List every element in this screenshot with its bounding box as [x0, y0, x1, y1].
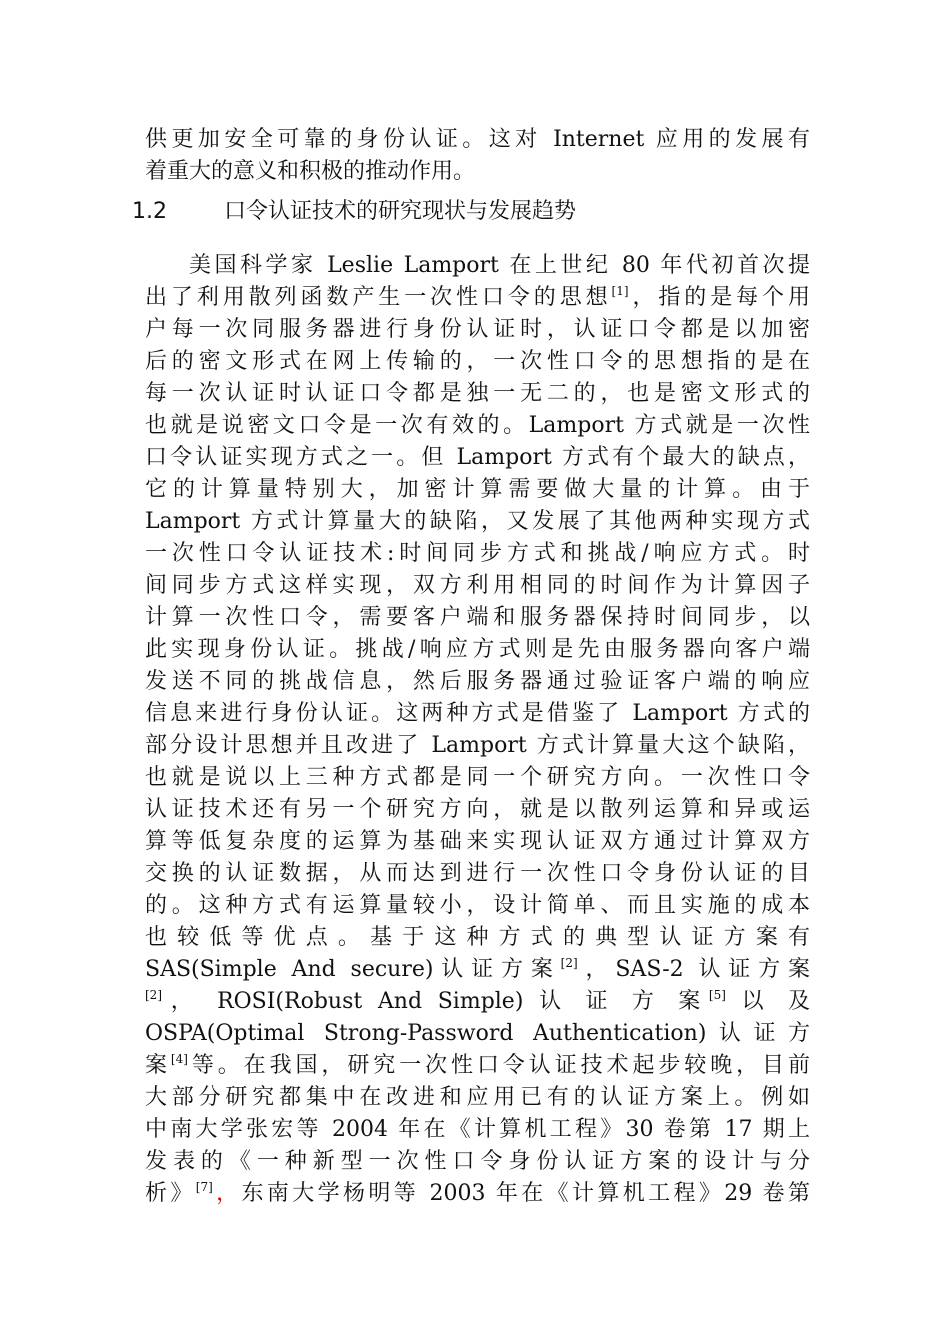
- line-text: 等。在我国，研究一次性口令认证技术起步较晚，目前: [187, 1053, 810, 1078]
- paragraph-line: 中南大学张宏等 2004 年在《计算机工程》30 卷第 17 期上: [145, 1117, 810, 1142]
- line-text: SAS(Simple And secure)认证方案: [145, 957, 561, 982]
- citation-ref: [5]: [708, 988, 726, 1002]
- section-title: 口令认证技术的研究现状与发展趋势: [224, 199, 577, 224]
- intro-line-1: 供更加安全可靠的身份认证。这对 Internet 应用的发展有: [145, 127, 810, 152]
- paragraph-line: 一次性口令认证技术:时间同步方式和挑战/响应方式。时: [145, 541, 810, 566]
- paragraph-line: 户每一次同服务器进行身份认证时，认证口令都是以加密: [145, 317, 810, 342]
- line-text: 案: [145, 1053, 171, 1078]
- section-heading: [132, 188, 810, 236]
- paragraph-line: 发表的《一种新型一次性口令身份认证方案的设计与分: [145, 1149, 810, 1174]
- paragraph-line: [145, 986, 810, 1018]
- paragraph-line: 交换的认证数据，从而达到进行一次性口令身份认证的目: [145, 861, 810, 886]
- paragraph-line: [145, 282, 810, 314]
- text-block: [132, 124, 810, 1210]
- line-text: ，SAS-2 认证方案: [577, 957, 810, 982]
- line-text: 出了利用散列函数产生一次性口令的思想: [145, 285, 612, 310]
- line-text: 析》: [145, 1181, 196, 1206]
- paragraph-line: 美国科学家 Leslie Lamport 在上世纪 80 年代初首次提: [189, 253, 810, 278]
- paragraph-line: 间同步方式这样实现，双方利用相同的时间作为计算因子: [145, 573, 810, 598]
- paragraph-line: [145, 954, 810, 986]
- paragraph-line: 发送不同的挑战信息，然后服务器通过验证客户端的响应: [145, 669, 810, 694]
- citation-ref: [4]: [170, 1052, 188, 1066]
- paragraph-line: 后的密文形式在网上传输的，一次性口令的思想指的是在: [145, 349, 810, 374]
- paragraph-line: Lamport 方式计算量大的缺陷，又发展了其他两种实现方式: [145, 509, 810, 534]
- spacer: [145, 236, 810, 250]
- paragraph-line: OSPA(Optimal Strong-Password Authentication)认证方: [145, 1021, 810, 1046]
- paragraph-line: 口令认证实现方式之一。但 Lamport 方式有个最大的缺点，: [145, 445, 810, 470]
- paragraph-line: 也就是说密文口令是一次有效的。Lamport 方式就是一次性: [145, 413, 810, 438]
- line-text: 以 及: [725, 989, 810, 1014]
- paragraph-line: 计算一次性口令，需要客户端和服务器保持时间同步，以: [145, 605, 810, 630]
- paragraph-line: 部分设计思想并且改进了 Lamport 方式计算量大这个缺陷，: [145, 733, 810, 758]
- paragraph-line: 此实现身份认证。挑战/响应方式则是先由服务器向客户端: [145, 637, 810, 662]
- paragraph-line: 每一次认证时认证口令都是独一无二的，也是密文形式的: [145, 381, 810, 406]
- line-text: ， ROSI(Robust And Simple) 认 证 方 案: [162, 989, 709, 1014]
- paragraph-line: [145, 1050, 810, 1082]
- paragraph-line: 它的计算量特别大，加密计算需要做大量的计算。由于: [145, 477, 810, 502]
- paragraph-line: 认证技术还有另一个研究方向，就是以散列运算和异或运: [145, 797, 810, 822]
- line-text: ，指的是每个用: [628, 285, 810, 310]
- intro-line-2: 着重大的意义和积极的推动作用。: [145, 159, 476, 184]
- citation-ref: [1]: [611, 284, 629, 298]
- citation-ref: [2]: [560, 956, 578, 970]
- paragraph-line: 也较低等优点。基于这种方式的典型认证方案有: [145, 925, 810, 950]
- paragraph-line: [145, 1178, 810, 1210]
- line-text: 东南大学杨明等 2003 年在《计算机工程》29 卷第: [241, 1181, 810, 1206]
- section-number: 1.2: [132, 199, 167, 224]
- paragraph-line: 的。这种方式有运算量较小，设计简单、而且实施的成本: [145, 893, 810, 918]
- paragraph-line: 信息来进行身份认证。这两种方式是借鉴了 Lamport 方式的: [145, 701, 810, 726]
- highlighted-comma: ，: [212, 1181, 242, 1206]
- paragraph-line: 也就是说以上三种方式都是同一个研究方向。一次性口令: [145, 765, 810, 790]
- paragraph-line: 算等低复杂度的运算为基础来实现认证双方通过计算双方: [145, 829, 810, 854]
- paragraph-line: 大部分研究都集中在改进和应用已有的认证方案上。例如: [145, 1085, 810, 1110]
- citation-ref: [7]: [195, 1180, 213, 1194]
- citation-ref: [2]: [145, 988, 162, 1002]
